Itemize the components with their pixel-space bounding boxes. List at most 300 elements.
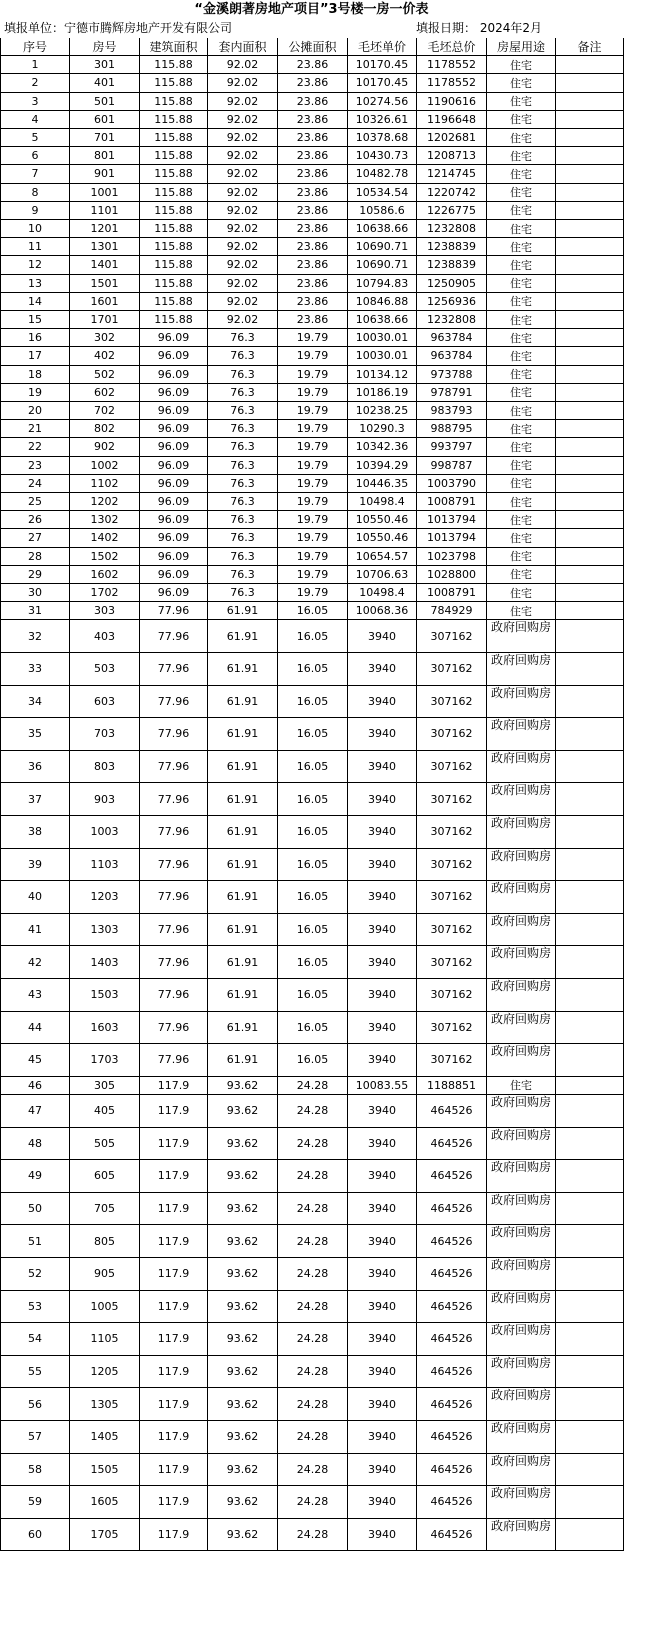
cell-remark: [556, 584, 624, 602]
table-row: [0, 511, 624, 529]
table-row: [0, 184, 624, 202]
cell-index: 56: [0, 1388, 70, 1421]
table-row: [0, 311, 624, 329]
cell-inner-area: 93.62: [208, 1128, 278, 1161]
cell-remark: [556, 347, 624, 365]
cell-inner-area: 76.3: [208, 438, 278, 456]
header-index: 序号: [0, 38, 70, 56]
cell-inner-area: 92.02: [208, 238, 278, 256]
cell-remark: [556, 1077, 624, 1095]
cell-inner-area: 93.62: [208, 1519, 278, 1552]
cell-remark: [556, 620, 624, 653]
cell-index: 40: [0, 881, 70, 914]
cell-building-area: 117.9: [140, 1225, 208, 1258]
cell-shared-area: 16.05: [278, 653, 348, 686]
cell-room-no: 1203: [70, 881, 140, 914]
cell-usage: 政府回购房: [487, 816, 556, 849]
cell-unit-price: 3940: [348, 1044, 417, 1077]
cell-total-price: 307162: [417, 620, 487, 653]
table-row: [0, 849, 624, 882]
table-row: [0, 529, 624, 547]
cell-shared-area: 16.05: [278, 751, 348, 784]
cell-total-price: 1238839: [417, 256, 487, 274]
cell-remark: [556, 493, 624, 511]
cell-index: 28: [0, 548, 70, 566]
cell-usage: 住宅: [487, 311, 556, 329]
table-row: [0, 220, 624, 238]
cell-room-no: 1505: [70, 1454, 140, 1487]
cell-building-area: 115.88: [140, 129, 208, 147]
cell-total-price: 1028800: [417, 566, 487, 584]
cell-inner-area: 76.3: [208, 566, 278, 584]
cell-total-price: 1208713: [417, 147, 487, 165]
cell-shared-area: 16.05: [278, 881, 348, 914]
cell-remark: [556, 311, 624, 329]
cell-total-price: 1188851: [417, 1077, 487, 1095]
cell-total-price: 1226775: [417, 202, 487, 220]
cell-index: 15: [0, 311, 70, 329]
cell-room-no: 703: [70, 718, 140, 751]
cell-building-area: 77.96: [140, 783, 208, 816]
cell-index: 24: [0, 475, 70, 493]
cell-unit-price: 10550.46: [348, 529, 417, 547]
header-building-area: 建筑面积: [140, 38, 208, 56]
cell-room-no: 1603: [70, 1012, 140, 1045]
cell-room-no: 1402: [70, 529, 140, 547]
cell-unit-price: 10326.61: [348, 111, 417, 129]
cell-usage: 政府回购房: [487, 1160, 556, 1193]
cell-inner-area: 93.62: [208, 1258, 278, 1291]
cell-building-area: 115.88: [140, 220, 208, 238]
cell-usage: 住宅: [487, 511, 556, 529]
table-row: [0, 1421, 624, 1454]
cell-shared-area: 23.86: [278, 293, 348, 311]
cell-total-price: 1250905: [417, 275, 487, 293]
cell-shared-area: 23.86: [278, 202, 348, 220]
cell-usage: 政府回购房: [487, 881, 556, 914]
cell-remark: [556, 147, 624, 165]
table-row: [0, 1012, 624, 1045]
cell-index: 38: [0, 816, 70, 849]
cell-index: 4: [0, 111, 70, 129]
cell-usage: 住宅: [487, 275, 556, 293]
cell-remark: [556, 1421, 624, 1454]
cell-building-area: 77.96: [140, 881, 208, 914]
cell-shared-area: 24.28: [278, 1160, 348, 1193]
cell-building-area: 117.9: [140, 1258, 208, 1291]
cell-total-price: 464526: [417, 1128, 487, 1161]
cell-room-no: 503: [70, 653, 140, 686]
cell-room-no: 303: [70, 602, 140, 620]
cell-index: 49: [0, 1160, 70, 1193]
cell-unit-price: 10690.71: [348, 256, 417, 274]
cell-unit-price: 3940: [348, 1128, 417, 1161]
cell-remark: [556, 718, 624, 751]
cell-inner-area: 76.3: [208, 402, 278, 420]
cell-remark: [556, 548, 624, 566]
cell-room-no: 301: [70, 56, 140, 74]
cell-remark: [556, 1388, 624, 1421]
cell-usage: 政府回购房: [487, 1421, 556, 1454]
header-remark: 备注: [556, 38, 624, 56]
cell-building-area: 96.09: [140, 493, 208, 511]
cell-shared-area: 24.28: [278, 1356, 348, 1389]
cell-building-area: 115.88: [140, 93, 208, 111]
cell-total-price: 464526: [417, 1356, 487, 1389]
cell-building-area: 96.09: [140, 438, 208, 456]
cell-remark: [556, 751, 624, 784]
cell-index: 16: [0, 329, 70, 347]
cell-room-no: 1605: [70, 1486, 140, 1519]
cell-unit-price: 10083.55: [348, 1077, 417, 1095]
cell-inner-area: 93.62: [208, 1323, 278, 1356]
cell-room-no: 505: [70, 1128, 140, 1161]
table-row: [0, 384, 624, 402]
cell-usage: 住宅: [487, 329, 556, 347]
table-row: [0, 202, 624, 220]
cell-shared-area: 24.28: [278, 1454, 348, 1487]
cell-index: 3: [0, 93, 70, 111]
cell-usage: 政府回购房: [487, 1128, 556, 1161]
header-row: [0, 38, 624, 56]
cell-remark: [556, 1160, 624, 1193]
cell-shared-area: 23.86: [278, 184, 348, 202]
cell-usage: 政府回购房: [487, 653, 556, 686]
cell-room-no: 1101: [70, 202, 140, 220]
header-usage: 房屋用途: [487, 38, 556, 56]
cell-total-price: 1008791: [417, 584, 487, 602]
cell-shared-area: 24.28: [278, 1077, 348, 1095]
cell-inner-area: 92.02: [208, 74, 278, 92]
cell-total-price: 1196648: [417, 111, 487, 129]
cell-usage: 政府回购房: [487, 1291, 556, 1324]
cell-index: 46: [0, 1077, 70, 1095]
cell-inner-area: 61.91: [208, 979, 278, 1012]
cell-inner-area: 61.91: [208, 946, 278, 979]
cell-remark: [556, 329, 624, 347]
cell-unit-price: 3940: [348, 686, 417, 719]
cell-unit-price: 3940: [348, 620, 417, 653]
table-row: [0, 457, 624, 475]
cell-shared-area: 23.86: [278, 256, 348, 274]
cell-unit-price: 3940: [348, 1356, 417, 1389]
cell-remark: [556, 1012, 624, 1045]
table-row: [0, 718, 624, 751]
cell-inner-area: 61.91: [208, 653, 278, 686]
table-row: [0, 816, 624, 849]
cell-shared-area: 24.28: [278, 1486, 348, 1519]
cell-room-no: 401: [70, 74, 140, 92]
cell-index: 12: [0, 256, 70, 274]
cell-shared-area: 16.05: [278, 849, 348, 882]
table-row: [0, 111, 624, 129]
cell-unit-price: 10534.54: [348, 184, 417, 202]
cell-total-price: 1232808: [417, 311, 487, 329]
fill-date: 填报日期： 2024年2月: [416, 21, 542, 35]
cell-room-no: 403: [70, 620, 140, 653]
cell-usage: 政府回购房: [487, 1519, 556, 1552]
cell-building-area: 96.09: [140, 548, 208, 566]
table-row: [0, 129, 624, 147]
cell-index: 33: [0, 653, 70, 686]
cell-unit-price: 10134.12: [348, 366, 417, 384]
cell-room-no: 1601: [70, 293, 140, 311]
table-row: [0, 1193, 624, 1226]
cell-building-area: 77.96: [140, 751, 208, 784]
cell-remark: [556, 384, 624, 402]
cell-total-price: 973788: [417, 366, 487, 384]
cell-room-no: 905: [70, 1258, 140, 1291]
table-row: [0, 93, 624, 111]
cell-room-no: 1102: [70, 475, 140, 493]
cell-shared-area: 23.86: [278, 147, 348, 165]
cell-room-no: 801: [70, 147, 140, 165]
cell-index: 51: [0, 1225, 70, 1258]
cell-building-area: 96.09: [140, 402, 208, 420]
cell-unit-price: 10030.01: [348, 347, 417, 365]
cell-room-no: 1502: [70, 548, 140, 566]
cell-index: 18: [0, 366, 70, 384]
cell-total-price: 307162: [417, 849, 487, 882]
cell-usage: 政府回购房: [487, 1258, 556, 1291]
cell-shared-area: 19.79: [278, 529, 348, 547]
cell-unit-price: 3940: [348, 783, 417, 816]
cell-building-area: 117.9: [140, 1291, 208, 1324]
cell-shared-area: 19.79: [278, 457, 348, 475]
cell-index: 50: [0, 1193, 70, 1226]
cell-total-price: 464526: [417, 1388, 487, 1421]
cell-remark: [556, 602, 624, 620]
cell-total-price: 1232808: [417, 220, 487, 238]
cell-inner-area: 93.62: [208, 1356, 278, 1389]
cell-building-area: 77.96: [140, 979, 208, 1012]
cell-unit-price: 3940: [348, 849, 417, 882]
cell-building-area: 77.96: [140, 914, 208, 947]
cell-remark: [556, 946, 624, 979]
cell-inner-area: 92.02: [208, 220, 278, 238]
table-row: [0, 165, 624, 183]
cell-room-no: 702: [70, 402, 140, 420]
cell-inner-area: 93.62: [208, 1421, 278, 1454]
cell-building-area: 96.09: [140, 420, 208, 438]
cell-total-price: 464526: [417, 1486, 487, 1519]
cell-usage: 住宅: [487, 293, 556, 311]
cell-unit-price: 10170.45: [348, 74, 417, 92]
cell-unit-price: 10186.19: [348, 384, 417, 402]
cell-building-area: 117.9: [140, 1421, 208, 1454]
cell-unit-price: 3940: [348, 1291, 417, 1324]
cell-usage: 政府回购房: [487, 1225, 556, 1258]
cell-room-no: 1303: [70, 914, 140, 947]
cell-usage: 住宅: [487, 347, 556, 365]
cell-unit-price: 10030.01: [348, 329, 417, 347]
table-row: [0, 293, 624, 311]
cell-usage: 住宅: [487, 256, 556, 274]
cell-unit-price: 10482.78: [348, 165, 417, 183]
cell-usage: 政府回购房: [487, 620, 556, 653]
cell-total-price: 464526: [417, 1095, 487, 1128]
cell-index: 29: [0, 566, 70, 584]
table-row: [0, 1323, 624, 1356]
cell-index: 59: [0, 1486, 70, 1519]
cell-room-no: 805: [70, 1225, 140, 1258]
cell-building-area: 115.88: [140, 165, 208, 183]
cell-room-no: 705: [70, 1193, 140, 1226]
cell-shared-area: 23.86: [278, 311, 348, 329]
cell-shared-area: 16.05: [278, 718, 348, 751]
cell-remark: [556, 56, 624, 74]
cell-usage: 住宅: [487, 366, 556, 384]
cell-usage: 住宅: [487, 165, 556, 183]
cell-building-area: 115.88: [140, 74, 208, 92]
cell-usage: 政府回购房: [487, 686, 556, 719]
cell-total-price: 307162: [417, 979, 487, 1012]
cell-index: 45: [0, 1044, 70, 1077]
table-row: [0, 653, 624, 686]
cell-room-no: 302: [70, 329, 140, 347]
cell-usage: 住宅: [487, 184, 556, 202]
cell-usage: 政府回购房: [487, 1454, 556, 1487]
table-row: [0, 74, 624, 92]
cell-remark: [556, 1356, 624, 1389]
table-row: [0, 256, 624, 274]
cell-room-no: 402: [70, 347, 140, 365]
cell-building-area: 77.96: [140, 718, 208, 751]
cell-building-area: 77.96: [140, 602, 208, 620]
cell-remark: [556, 402, 624, 420]
cell-index: 44: [0, 1012, 70, 1045]
cell-room-no: 1001: [70, 184, 140, 202]
cell-inner-area: 92.02: [208, 111, 278, 129]
header-shared-area: 公摊面积: [278, 38, 348, 56]
cell-total-price: 307162: [417, 946, 487, 979]
cell-index: 14: [0, 293, 70, 311]
cell-unit-price: 3940: [348, 816, 417, 849]
cell-index: 34: [0, 686, 70, 719]
cell-index: 54: [0, 1323, 70, 1356]
cell-index: 9: [0, 202, 70, 220]
cell-usage: 住宅: [487, 238, 556, 256]
cell-unit-price: 10430.73: [348, 147, 417, 165]
cell-unit-price: 10170.45: [348, 56, 417, 74]
cell-building-area: 115.88: [140, 256, 208, 274]
cell-index: 60: [0, 1519, 70, 1552]
cell-room-no: 1602: [70, 566, 140, 584]
cell-shared-area: 23.86: [278, 165, 348, 183]
cell-remark: [556, 1193, 624, 1226]
table-row: [0, 147, 624, 165]
cell-shared-area: 23.86: [278, 111, 348, 129]
cell-shared-area: 24.28: [278, 1225, 348, 1258]
table-row: [0, 566, 624, 584]
cell-unit-price: 10274.56: [348, 93, 417, 111]
cell-total-price: 978791: [417, 384, 487, 402]
cell-building-area: 115.88: [140, 293, 208, 311]
cell-unit-price: 3940: [348, 751, 417, 784]
table-row: [0, 238, 624, 256]
cell-unit-price: 3940: [348, 1519, 417, 1552]
cell-building-area: 96.09: [140, 566, 208, 584]
cell-unit-price: 3940: [348, 1258, 417, 1291]
cell-usage: 住宅: [487, 402, 556, 420]
cell-inner-area: 93.62: [208, 1388, 278, 1421]
cell-shared-area: 19.79: [278, 366, 348, 384]
cell-building-area: 96.09: [140, 457, 208, 475]
cell-total-price: 307162: [417, 816, 487, 849]
cell-room-no: 1701: [70, 311, 140, 329]
cell-shared-area: 19.79: [278, 511, 348, 529]
cell-remark: [556, 165, 624, 183]
cell-remark: [556, 1095, 624, 1128]
table-row: [0, 686, 624, 719]
cell-unit-price: 3940: [348, 1160, 417, 1193]
cell-index: 57: [0, 1421, 70, 1454]
table-row: [0, 946, 624, 979]
cell-unit-price: 10586.6: [348, 202, 417, 220]
cell-building-area: 117.9: [140, 1356, 208, 1389]
table-row: [0, 1356, 624, 1389]
cell-room-no: 1005: [70, 1291, 140, 1324]
cell-usage: 住宅: [487, 202, 556, 220]
cell-inner-area: 92.02: [208, 129, 278, 147]
cell-unit-price: 10342.36: [348, 438, 417, 456]
cell-unit-price: 3940: [348, 1095, 417, 1128]
cell-total-price: 307162: [417, 1012, 487, 1045]
cell-inner-area: 92.02: [208, 56, 278, 74]
cell-remark: [556, 979, 624, 1012]
cell-room-no: 1202: [70, 493, 140, 511]
cell-shared-area: 23.86: [278, 129, 348, 147]
cell-index: 53: [0, 1291, 70, 1324]
cell-usage: 政府回购房: [487, 979, 556, 1012]
cell-usage: 政府回购房: [487, 1012, 556, 1045]
cell-index: 25: [0, 493, 70, 511]
table-row: [0, 1486, 624, 1519]
cell-remark: [556, 1225, 624, 1258]
cell-total-price: 464526: [417, 1225, 487, 1258]
cell-building-area: 96.09: [140, 347, 208, 365]
cell-room-no: 1305: [70, 1388, 140, 1421]
cell-room-no: 1405: [70, 1421, 140, 1454]
cell-room-no: 1702: [70, 584, 140, 602]
cell-room-no: 1705: [70, 1519, 140, 1552]
cell-shared-area: 24.28: [278, 1258, 348, 1291]
cell-unit-price: 10654.57: [348, 548, 417, 566]
cell-inner-area: 92.02: [208, 147, 278, 165]
cell-unit-price: 10846.88: [348, 293, 417, 311]
cell-building-area: 96.09: [140, 329, 208, 347]
cell-usage: 住宅: [487, 548, 556, 566]
table-row: [0, 1258, 624, 1291]
cell-usage: 住宅: [487, 420, 556, 438]
cell-usage: 政府回购房: [487, 946, 556, 979]
cell-remark: [556, 1323, 624, 1356]
cell-unit-price: 3940: [348, 1454, 417, 1487]
table-row: [0, 1077, 624, 1095]
cell-remark: [556, 914, 624, 947]
cell-building-area: 77.96: [140, 849, 208, 882]
cell-inner-area: 93.62: [208, 1291, 278, 1324]
cell-inner-area: 76.3: [208, 366, 278, 384]
cell-building-area: 117.9: [140, 1077, 208, 1095]
cell-usage: 住宅: [487, 129, 556, 147]
cell-index: 1: [0, 56, 70, 74]
cell-unit-price: 3940: [348, 1421, 417, 1454]
cell-shared-area: 24.28: [278, 1519, 348, 1552]
cell-index: 42: [0, 946, 70, 979]
cell-remark: [556, 849, 624, 882]
table-row: [0, 402, 624, 420]
